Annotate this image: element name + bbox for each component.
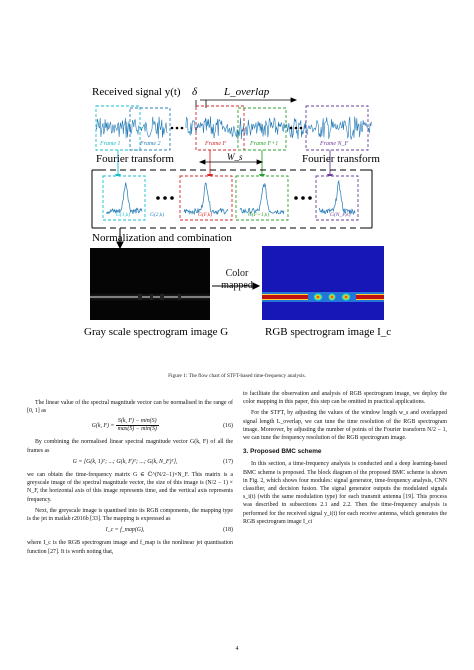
equation-16-lhs: G(k, F) = — [91, 423, 115, 430]
right-paragraph-2: For the STFT, by adjusting the values of the window length w_s and overlapped signal length L_overlap, we can tune the time resolution of the RGB spectrogram image. Moreover, by adjusting the number of points of the Fourier transform N/2 − 1, we can tune the frequency resolution of the RGB spectrogram image. — [243, 410, 447, 442]
equation-18-body: I_c = f_map(G), — [105, 527, 145, 534]
frame-label-f: Frame F — [205, 141, 227, 147]
left-paragraph-1: The linear value of the spectral magnitude vector can be normalised in the range of [0, 1] as — [27, 400, 233, 415]
g-label-f: G(F,k) — [198, 212, 213, 218]
right-column — [243, 390, 447, 529]
g-label-nf: G(N_F,k) — [330, 212, 351, 218]
equation-18-number: (18) — [223, 527, 233, 534]
frame-label-2: Frame 2 — [140, 141, 161, 147]
overlap-bracket — [196, 98, 296, 108]
equation-17-body: G = [G(k, 1)ᵀ; ...; G(k, F)ᵀ; ...; G(k, N_F)ᵀ], — [72, 458, 178, 465]
equation-16-body — [27, 418, 223, 433]
waveform-group — [96, 116, 372, 139]
equation-16-numerator: S(k, F) − min(S) — [117, 418, 157, 425]
frame-label-1: Frame 1 — [100, 141, 121, 147]
left-column — [27, 399, 233, 559]
waveform-left — [96, 117, 167, 139]
right-paragraph-3: In this section, a time-frequency analysis is conducted and a deep learning-based BMC scheme is proposed. The block diagram of the proposed BMC scheme is shown in Fig. 2, which shows four modules: signal generator, time-frequency analysis, CNN classifier, and decision fusion. The signal generator outputs the modulated signals s_i(t) (with the same modulation type) for each transmit antenna [19]. This process was described in subsections 2.1 and 2.2. Then the time-frequency analysis is performed for the received signal y_i(t) for each receive antenna, which generates the RGB spectrogram image I_ci — [243, 461, 447, 525]
gray-spectrogram-caption: Gray scale spectrogram image G — [84, 326, 229, 338]
frame-label-nf: Frame N_F — [320, 141, 349, 147]
equation-18 — [27, 526, 233, 534]
delta-label: δ — [192, 86, 198, 98]
spectra-dots — [156, 196, 312, 200]
section-heading: 3. Proposed BMC scheme — [243, 448, 322, 456]
right-paragraph-1: to facilitate the observation and analysis of RGB spectrogram image, we deploy the color mapping in this paper, this step can be omitted in practical applications. — [243, 391, 447, 406]
fourier-transform-right: Fourier transform — [302, 153, 380, 165]
l-overlap-label: L_overlap — [224, 86, 270, 98]
grayscale-spectrogram — [90, 248, 210, 320]
equation-16-number: (16) — [223, 422, 233, 429]
ws-label: W_s — [227, 152, 243, 162]
equation-17-number: (17) — [223, 458, 233, 465]
g-label-1: G(1,k) — [116, 212, 131, 218]
rgb-spectrogram-caption: RGB spectrogram image I_c — [265, 326, 392, 338]
g-label-2: G(2,k) — [150, 212, 165, 218]
fourier-transform-left: Fourier transform — [96, 153, 174, 165]
waveform-right — [186, 116, 372, 139]
equation-16 — [27, 418, 233, 433]
equation-16-denominator: max(S) − min(S) — [117, 426, 157, 433]
frame-label-f1: Frame F+1 — [250, 141, 279, 147]
equation-17 — [27, 458, 233, 466]
figure-caption: Figure 1: The flow chart of STFT-based time-frequency analysis. — [168, 373, 306, 379]
normalization-label: Normalization and combination — [92, 232, 232, 244]
received-signal-label: Received signal y(t) — [92, 86, 181, 98]
equation-16-fraction — [116, 418, 159, 433]
left-paragraph-4: Next, the greyscale image is quantised into its RGB components, the mapping type is the jet in matlab r2016b [33]. The mapping is expressed as — [27, 507, 233, 523]
left-paragraph-5: where I_c is the RGB spectrogram image and f_map is the nonlinear jet quantisation function [27]. It is worth noting that, — [27, 540, 233, 555]
g-label-f1: G(F+1,k) — [248, 212, 270, 218]
left-paragraph-2: By combining the normalised linear spectral magnitude vector G(k, F) of all the frames as — [27, 439, 233, 454]
color-mapped-label: Color mapped — [221, 268, 253, 291]
left-paragraph-3: we can obtain the time-frequency matrix G ∈ ℂ^(N/2−1)×N_F. This matrix is a greyscale image of the spectral magnitude vector, the size of this image is (N/2 − 1) × N_F, the horizontal axis of this image represents time, and the vertical axis represents frequency. — [27, 472, 233, 503]
page-number: 4 — [235, 646, 239, 652]
